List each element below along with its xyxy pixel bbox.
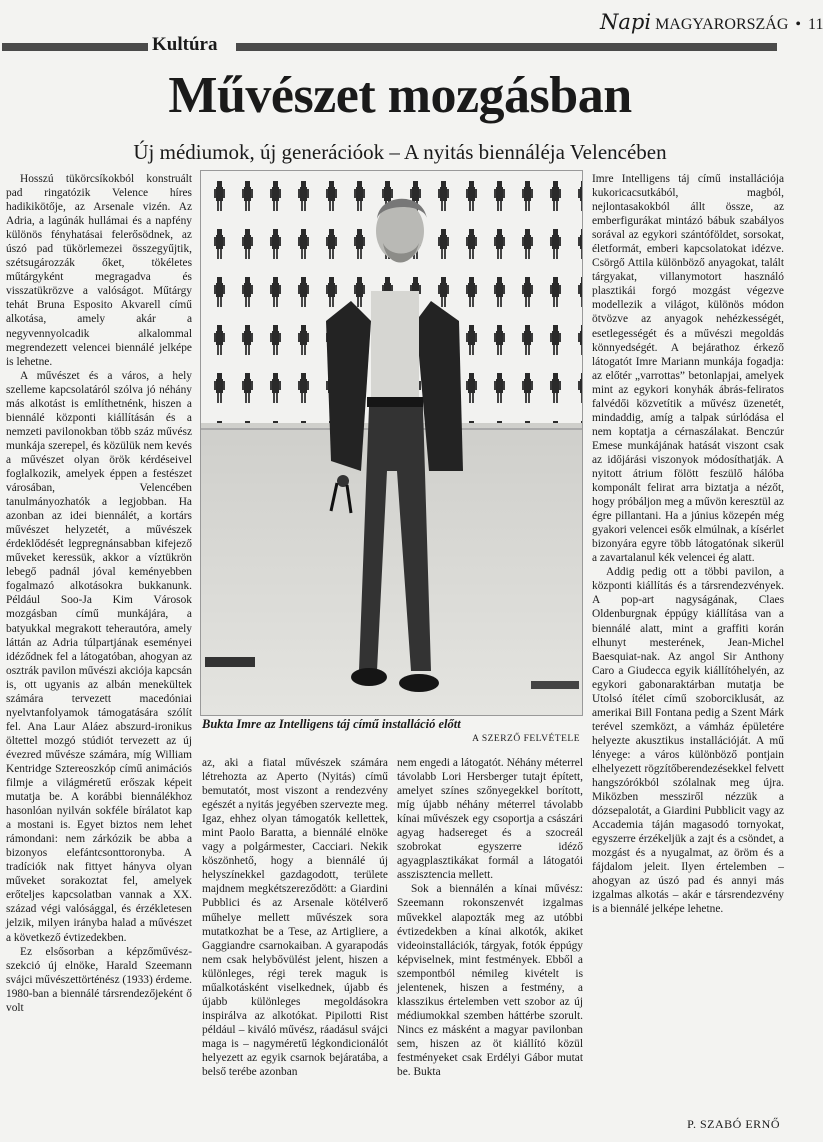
article-column-2 — [202, 756, 388, 1136]
paragraph: Addig pedig ott a többi pavilon, a központi kiállítás és a társrendezvények. A pop-art nagyságának, Claes Oldenburgnak éppúgy kiállítása van a biennálé alatt, mint a graffiti korán elhunyt mesterének, Jean-Michel Baesquiat-nak. Az angol Sir Anthony Caro a Giudecca egyik kiállítóhelyén, az egykori gabonaraktárban mutatja be Utolsó ítélet című szoborciklusát, az amerikai Bill Fontana pedig a Szent Márk terével szemközt, a vámház épületére helyezte akusztikus installációját. A mű lényege: a város különböző pontjain elhelyezett rögzítőberendezésekkel felvett hangszórókból szólalnak meg újra. Miközben messziről nézzük a dózsepalotát, a Giardini Pubblicit vagy az Accademia táján magasodó tornyokat, egyszerre érzékeljük a zajt és a csöndet, a mozgást és a nyugalmat, az öröm és a fájdalom jeleit. Ilyen értelemben – ahogyan az úszó pad és annyi más izgalmas alkotás – akár e társrendezvény is a biennálé jelképe lehetne. — [592, 566, 784, 916]
headline: Művészet mozgásban — [168, 67, 632, 124]
article-column-1 — [6, 172, 192, 1102]
section-label: Kultúra — [152, 34, 218, 55]
article-column-3 — [397, 756, 583, 1136]
masthead — [600, 10, 823, 38]
article-photo — [200, 170, 583, 716]
byline: P. SZABÓ ERNŐ — [687, 1117, 780, 1131]
masthead-brand-script: Napi — [600, 10, 652, 34]
masthead-separator: • — [795, 16, 802, 33]
paragraph: nem engedi a látogatót. Néhány méterrel távolabb Lori Hersberger tutajt épített, amelyet színes szőnyegekkel borított, míg újabb néhány méterrel távolabb kínai művészek egy csoportja a császári agyag hadsereget és a szocreál szobrokat egyszerre idéző agyagplasztikákat formál a látogatói asszisztencia mellett. — [397, 757, 583, 882]
subheadline: Új médiumok, új generációok – A nyitás biennáléja Velencében — [133, 140, 667, 164]
paragraph: Hosszú tükörcsíkokból konstruált pad ringatózik Velence híres hadikikötője, az Arsenale vizén. Az Adria, a lagúnák hullámai és a napfény különös fényhatásai felerősödnek, az úszó pad tükörlemezei összegyűjtik, szétsugározzák őket, tökéletes műtárgyként megragadva és visszatükrözve a valóságot. Műtárgy tehát Bruna Esposito Akvarell című alkotása, amely akár a negyvennyolcadik alkalommal megrendezett velencei biennálé jelképe is lehetne. — [6, 173, 192, 368]
masthead-brand: MAGYARORSZÁG — [655, 16, 789, 33]
article-column-4 — [592, 172, 784, 1102]
paragraph: Ez elsősorban a képzőművész-szekció új elnöke, Harald Szeemann svájci művészettörténész (1933) érdeme. 1980-ban a biennálé társrendezőjeként ő volt — [6, 945, 192, 1014]
photo-illustration — [201, 171, 582, 715]
section-rule-left — [2, 43, 148, 51]
section-rule-right — [236, 43, 777, 51]
photo-caption: Bukta Imre az Intelligens táj című installáció előtt — [202, 717, 461, 731]
paragraph: A művészet és a város, a hely szelleme kapcsolatáról szólva jó néhány más alkotást is említhetnénk, hiszen a biennálé központi kiállításán és a nemzeti pavilonokban több száz művész munkája szerepel, és közülük nem kevés a művészet olyan örök kérdéseivel foglalkozik, amelyek éppen a festészet városában, Velencében tanulmányozhatók a legjobban. Ha azonban az idei biennálét, a kortárs művészet helyzetét, a művészek érdeklődését legpregnánsabban kifejező műveket keressük, akkor a víztükrön lebegő padnál jóval keményebben fogalmazó alkotásokra bukkanunk. Például Soo-Ja Kim Városok mozgásban című munkájára, a batyukkal megrakott teherautóra, amely láttán az Adria túlpartjának eseményei idéződnek fel a látogatóban, ahogyan az osztrák pavilon művészi akciója kapcsán is, ott ugyanis az albán menekültek számára tervezett macedóniai nyelvtanfolyamok támogatására szólít fel. Ana Laur Aláez abszurd-ironikus öltettel mozgó stúdiót tervezett az új évezred művésze számára, míg William Kentridge Sztereoszkóp című animációs filmje a világméretű erőszak képeit mutatja be. A korábbi biennálékhoz hasonlóan nyilván sokféle bírálatot kap a mostani is. Egyet biztos nem lehet rámondani: nem zárkózik be abba a bizonyos elefántcsonttoronyba. A tradíciók nak fittyet hányva olyan műveket sorakoztat fel, amelyek erőteljes kapcsolatban vannak a XX. század végi valósággal, és érzékletesen jelzik, milyen irányba halad a művészet a következő évtizedekben. — [6, 369, 192, 944]
photo-credit: A SZERZŐ FELVÉTELE — [472, 734, 580, 744]
paragraph: az, aki a fiatal művészek számára létrehozta az Aperto (Nyitás) című bemutatót, most viszont a rendezvény egészét a nyitás jegyében szervezte meg. Igaz, ehhez olyan támogatók kellettek, mint Paolo Baratta, a biennálé elnöke vagy a polgármester, Cacciari. Nekik köszönhető, hogy a biennálé új helyszínekkel gazdagodott, területe majdnem megkétszereződött: a Giardini Pubblici és az Arsenale kötélverő műhelye mellett művészek sora mutatkozhat be a Tese, az Artigliere, a Gaggiandre csarnokaiban. A gyarapodás nem csak helybővülést jelent, hiszen a különleges, régi terek maguk is műalkotásként viselkednek, újabb és újabb különleges megoldásokra inspirálva az alkotókat. Pipilotti Rist például – kiváló művész, ráadásul svájci maga is – nagyméretű légkondicionálót helyezett az egyik csarnok bejáratába, a belső terébe azonban — [202, 757, 388, 1079]
paragraph: Imre Intelligens táj című installációja kukoricacsutkából, magból, nejlontasakokból állt össze, az emberfigurákat mintázó bábuk szabályos sorával az egykori szántóföldet, sorsokat, életformát, emberi kapcsolatokat idézve. Csörgő Attila különböző anyagokat, talált tárgyakat, villanymotort használó plasztikái forgó mozgást végezve modellezik a világot, különös módon ötvözve az anyagok nehézkességét, esetlegességét és a művészi megoldás könnyedségét. A bejárathoz érkező látogatót Imre Mariann munkája fogadja: az előtér „varrottas” betonlapjai, amelyek mint az egykori konyhák ábrás-feliratos falvédői közvetítik a művész üzenetét, mindaddig, amíg a talpak súrlódása el nem koptatja a cérnaszálakat. Benczúr Emese munkájának hatását viszont csak az időjárási viszonyok módosíthatják. A nyitott átrium fölött feszülő hálóba komponált felirat arra biztatja a nézőt, hogy próbáljon meg a művön keresztül az égre pillantani. Ha a június közepén még gyakori velencei esők elmúlnak, a kísérlet bizonyára egyre több látogatónak sikerül a zavartalanul kék velencei ég alatt. — [592, 173, 784, 565]
page-number: 11 — [808, 16, 823, 33]
paragraph: Sok a biennálén a kínai művész: Szeemann rokonszenvét izgalmas művekkel alapozták meg az utóbbi évtizedekben a kínai alkotók, akiket videoinstallációk, tárgyak, fotók éppúgy képviselnek, mint festmények. Ebből a szempontból némileg kivételt is jelentenek, hiszen a festmény, a klasszikus értelemben vett szobor az új médiumokkal szemben háttérbe szorult. Nincs ez másként a magyar pavilonban sem, hiszen az öt kiállító közül festményeket csak Erdélyi Gábor mutat be. Bukta — [397, 883, 583, 1079]
